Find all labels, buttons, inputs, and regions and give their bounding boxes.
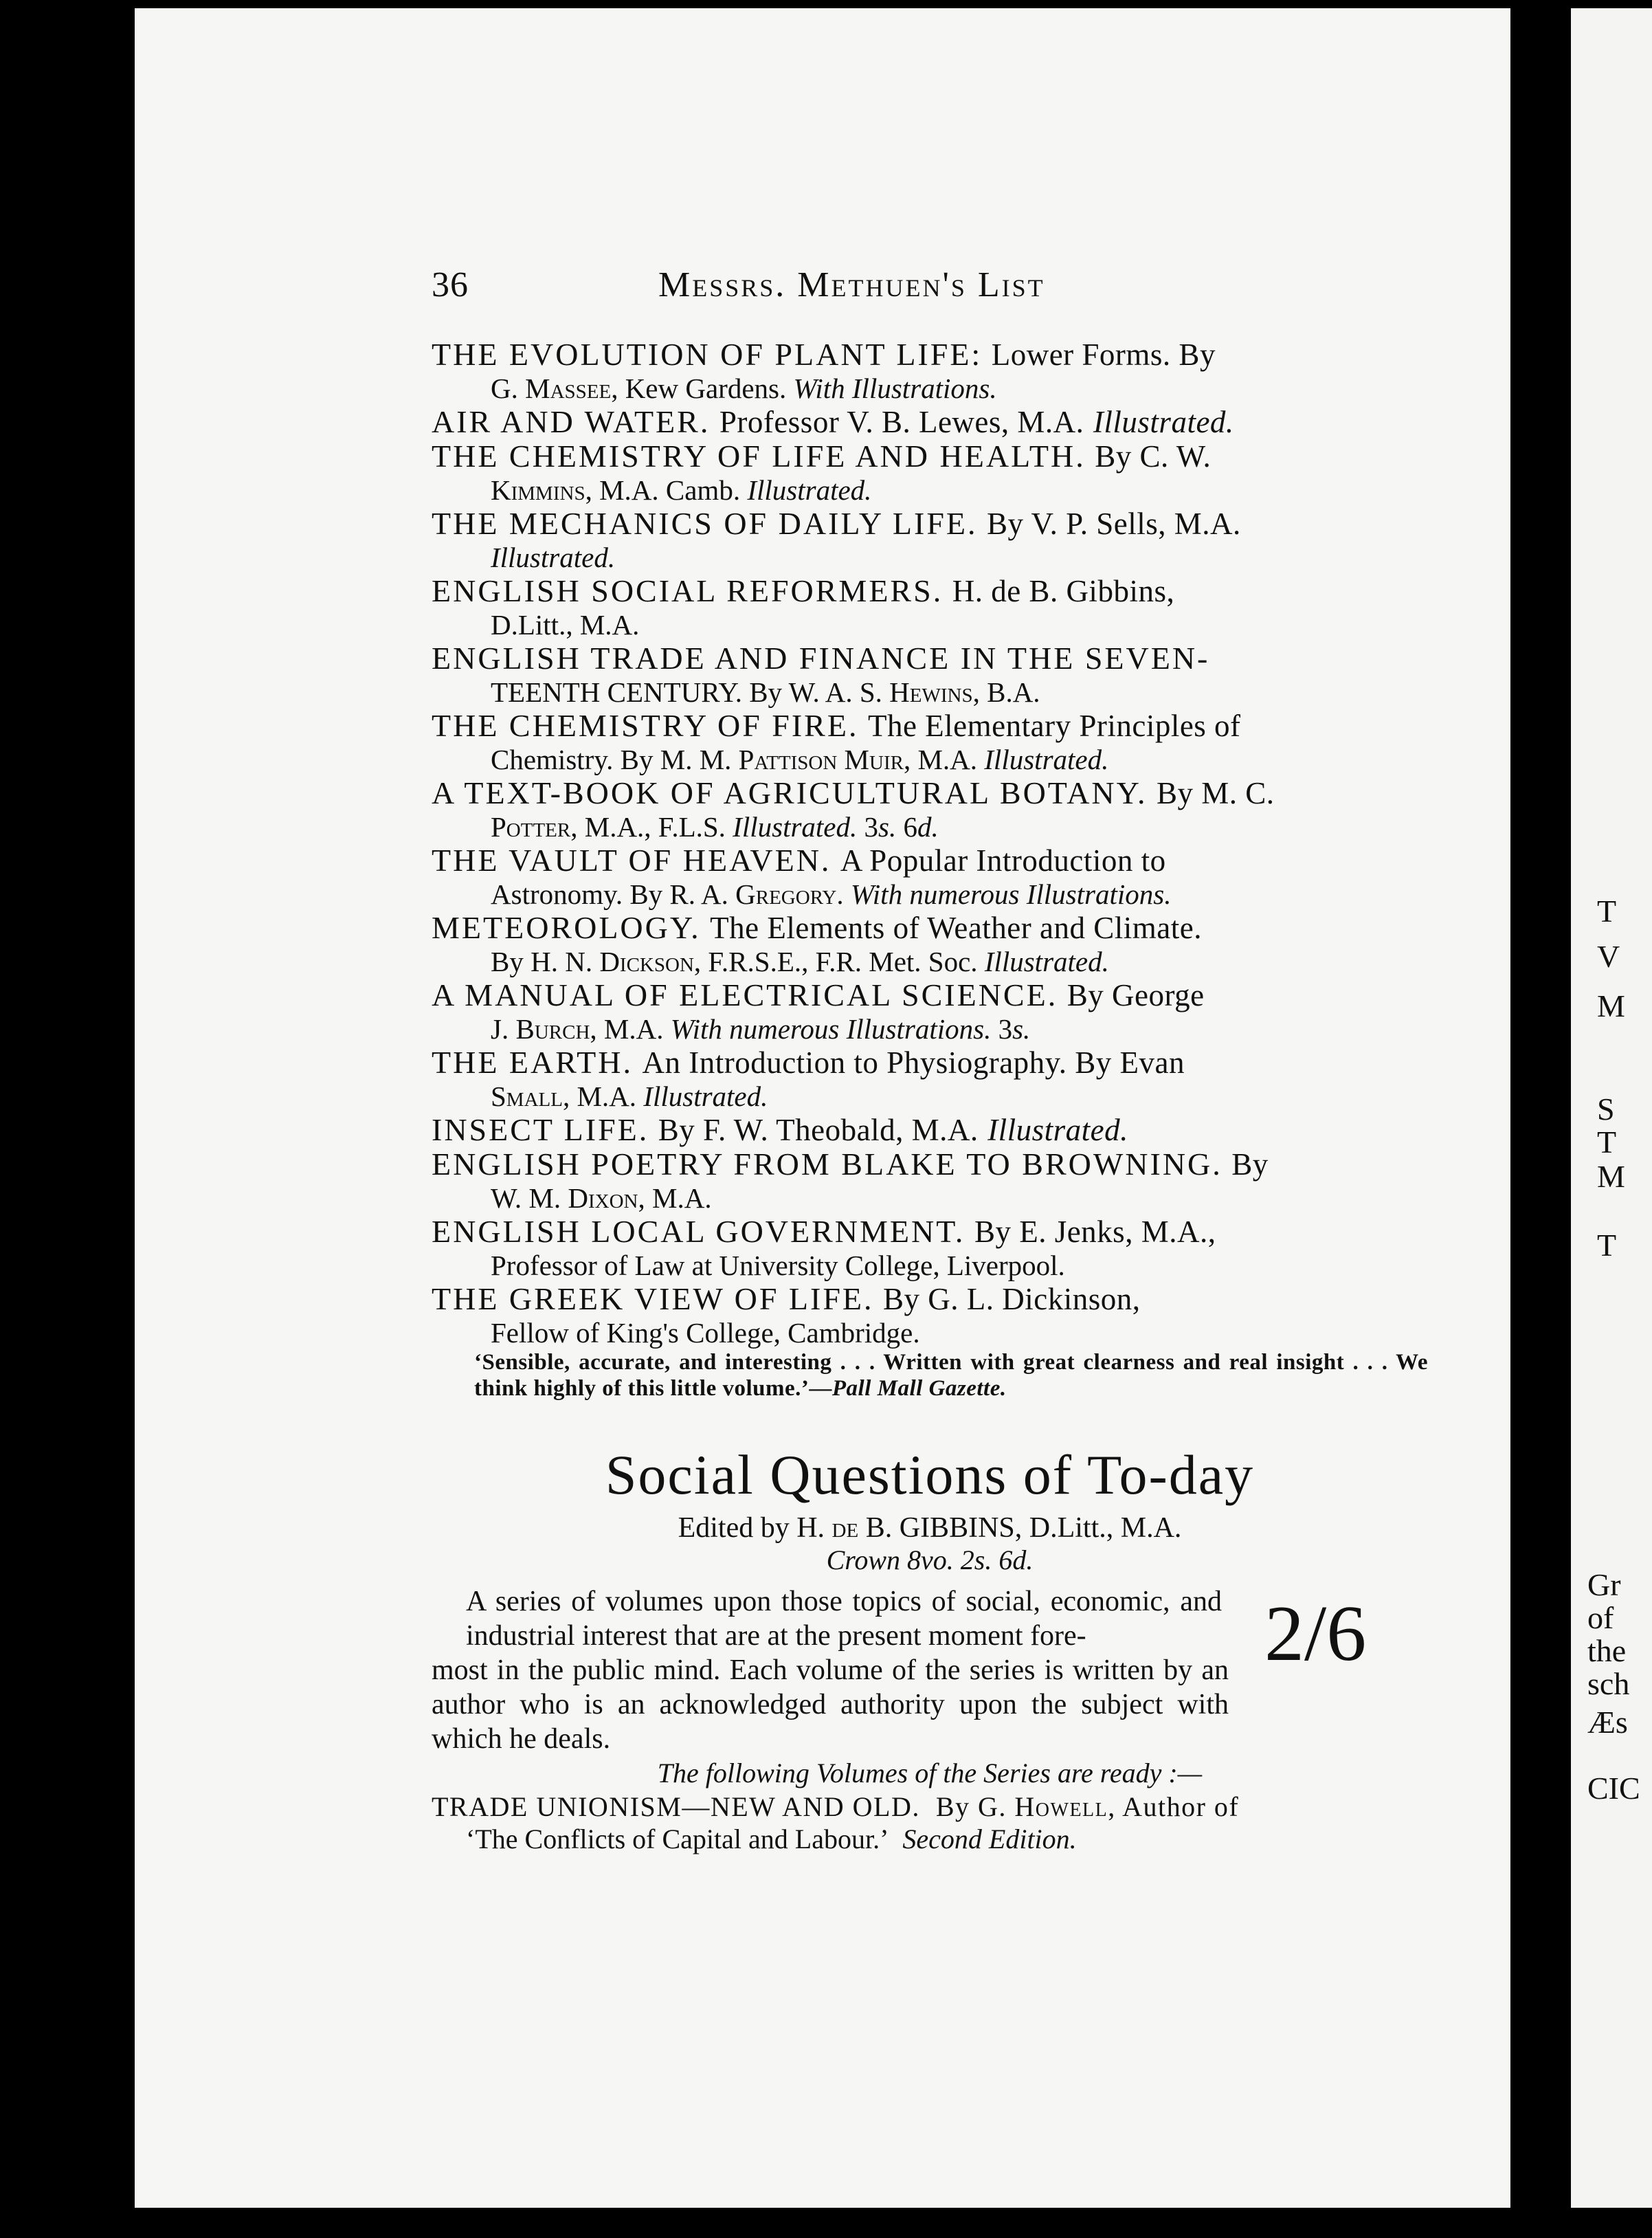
book-subline-segment: , B.A.	[972, 676, 1040, 708]
book-subline-segment: Illustrated.	[643, 1081, 768, 1112]
right-page-fragment: T	[1597, 1228, 1617, 1263]
book-subline-segment: D.Litt., M.A.	[491, 609, 640, 641]
book-entry	[432, 507, 1428, 574]
book-entry	[432, 1215, 1428, 1282]
book-subline	[432, 1182, 1428, 1215]
book-subline-segment: 6	[896, 811, 917, 843]
book-subline	[432, 1012, 1428, 1045]
book-detail: Professor V. B. Lewes, M.A.	[719, 405, 1084, 439]
book-title: ENGLISH POETRY FROM BLAKE TO BROWNING.	[432, 1146, 1223, 1182]
price-mark	[1256, 1579, 1428, 1696]
book-subline-segment: With numerous Illustrations.	[850, 878, 1172, 910]
book-subline	[432, 608, 1428, 641]
book-detail: By	[1231, 1147, 1269, 1182]
book-subline-segment: Potter	[491, 811, 571, 843]
series-editor: Edited by H. de B. GIBBINS, D.Litt., M.A.	[678, 1512, 1182, 1544]
running-title: Messrs. Methuen's List	[658, 265, 1045, 304]
book-subline-segment: Dixon	[568, 1182, 638, 1214]
book-title-line	[432, 1282, 1428, 1316]
book-title-line	[432, 439, 1428, 474]
page-content	[432, 265, 1428, 1855]
right-page-fragment: Gr	[1587, 1567, 1621, 1602]
book-illustrated-note: Illustrated.	[987, 1113, 1128, 1147]
book-subline-segment: , M.A.	[903, 744, 985, 775]
right-page-fragment: M	[1597, 988, 1625, 1023]
book-subline-segment: Dickson	[599, 946, 694, 977]
book-detail: H. de B. Gibbins,	[952, 574, 1175, 608]
book-subline-segment: W. M.	[491, 1182, 568, 1214]
book-title-line	[432, 1045, 1428, 1080]
book-title: A TEXT-BOOK OF AGRICULTURAL BOTANY.	[432, 775, 1148, 810]
page-number: 36	[432, 265, 469, 304]
book-subline-segment: G.	[491, 373, 526, 404]
book-subline-segment: , M.A., F.L.S.	[570, 811, 733, 843]
book-detail: A Popular Introduction to	[840, 843, 1166, 878]
book-list	[432, 337, 1428, 1349]
book-subline-segment: , M.A. Camb.	[585, 474, 748, 506]
quote-text: ‘Sensible, accurate, and interesting . . . Written with great clearness and real insight . . . We think highly of this little volume.’—	[474, 1350, 1428, 1401]
book-entry	[432, 978, 1428, 1045]
book-subline-segment: Astronomy. By R. A.	[491, 878, 736, 910]
book-title-line	[432, 843, 1428, 878]
book-title: THE EARTH.	[432, 1045, 633, 1080]
book-subline-segment: With numerous Illustrations.	[670, 1013, 992, 1045]
book-subline	[432, 743, 1428, 776]
book-subline	[432, 945, 1428, 978]
volume-subline: ‘The Conflicts of Capital and Labour.’ Second Edition.	[466, 1824, 1077, 1854]
book-detail: By George	[1067, 978, 1205, 1012]
book-entry	[432, 337, 1428, 405]
book-detail: By V. P. Sells, M.A.	[987, 507, 1241, 541]
book-title-line	[432, 709, 1428, 743]
book-subline-segment: Fellow of King's College, Cambridge.	[491, 1317, 920, 1349]
book-detail: By C. W.	[1095, 439, 1212, 474]
book-subline	[432, 676, 1428, 709]
book-entry	[432, 574, 1428, 641]
book-subline-segment: Illustrated.	[733, 811, 858, 843]
book-title: THE CHEMISTRY OF LIFE AND HEALTH.	[432, 439, 1086, 474]
book-subline-segment: , M.A.	[562, 1081, 644, 1112]
book-title: THE GREEK VIEW OF LIFE.	[432, 1281, 874, 1316]
book-entry	[432, 1045, 1428, 1113]
book-subline	[432, 1249, 1428, 1282]
book-title-line	[432, 911, 1428, 945]
right-page-fragment: T	[1597, 894, 1617, 929]
book-detail: The Elements of Weather and Climate.	[710, 911, 1202, 945]
book-subline	[432, 1316, 1428, 1349]
book-entry	[432, 641, 1428, 709]
book-subline	[432, 541, 1428, 574]
book-subline-segment: s.	[1012, 1013, 1031, 1045]
book-entry	[432, 405, 1428, 439]
book-entry	[432, 1113, 1428, 1147]
right-page-fragment: sch	[1587, 1666, 1630, 1701]
book-detail: An Introduction to Physiography. By Evan	[642, 1045, 1185, 1080]
book-title: THE EVOLUTION OF PLANT LIFE:	[432, 337, 983, 372]
book-subline	[432, 810, 1428, 843]
book-subline-segment: s.	[878, 811, 897, 843]
book-subline-segment: d.	[917, 811, 939, 843]
price-mark-text: 2/6	[1264, 1590, 1367, 1678]
book-title: INSECT LIFE.	[432, 1112, 649, 1147]
book-title-line	[432, 405, 1428, 439]
volume-title-line: TRADE UNIONISM—NEW AND OLD. By G. Howell, Author of	[432, 1791, 1240, 1822]
book-title-line	[432, 776, 1428, 810]
book-subline-segment: TEENTH CENTURY. By W. A. S.	[491, 676, 890, 708]
book-title-line	[432, 641, 1428, 676]
series-description-block	[432, 1584, 1428, 1756]
book-subline-segment: Illustrated.	[984, 744, 1109, 775]
book-subline-segment: , M.A.	[590, 1013, 671, 1045]
book-title-line	[432, 978, 1428, 1012]
book-subline-segment: By H. N.	[491, 946, 600, 977]
book-title-line	[432, 574, 1428, 608]
series-heading: Social Questions of To-day	[605, 1443, 1255, 1506]
book-subline-segment: Illustrated.	[984, 946, 1109, 977]
book-subline-segment: Illustrated.	[747, 474, 872, 506]
book-title: AIR AND WATER.	[432, 404, 711, 439]
right-page-fragment: V	[1597, 939, 1620, 974]
book-detail: The Elementary Principles of	[867, 709, 1241, 743]
ready-line: The following Volumes of the Series are ready :—	[657, 1758, 1203, 1788]
right-page-fragment: CIC	[1587, 1771, 1640, 1806]
book-subline-segment: , F.R.S.E., F.R. Met. Soc.	[693, 946, 985, 977]
book-title-line	[432, 1147, 1428, 1182]
book-entry	[432, 1147, 1428, 1215]
right-page-fragment: S	[1597, 1092, 1615, 1127]
book-entry	[432, 911, 1428, 978]
series-format: Crown 8vo. 2s. 6d.	[826, 1544, 1034, 1575]
book-subline	[432, 372, 1428, 405]
book-title-line	[432, 1215, 1428, 1249]
book-title: THE CHEMISTRY OF FIRE.	[432, 708, 859, 743]
book-title: THE VAULT OF HEAVEN.	[432, 843, 831, 878]
book-entry	[432, 1282, 1428, 1349]
book-subline-segment: With Illustrations.	[793, 373, 997, 404]
book-title: ENGLISH TRADE AND FINANCE IN THE SEVEN-	[432, 641, 1210, 676]
series-description: A series of volumes upon those topics of social, economic, and industrial interest that are at the present moment fore- most in the public mind. Each volume of the series is written by an author who is an acknowledged authority upon the subject with which he deals.	[432, 1586, 1229, 1755]
book-subline-segment: , M.A.	[638, 1182, 712, 1214]
book-subline-segment: Gregory	[735, 878, 837, 910]
book-subline-segment: Burch	[515, 1013, 590, 1045]
book-detail: By G. L. Dickinson,	[883, 1282, 1141, 1316]
book-subline-segment: 3	[991, 1013, 1013, 1045]
book-title: METEOROLOGY.	[432, 910, 701, 945]
book-subline-segment: .	[836, 878, 851, 910]
book-title: THE MECHANICS OF DAILY LIFE.	[432, 506, 978, 541]
book-entry	[432, 843, 1428, 911]
book-detail: By M. C.	[1156, 776, 1275, 810]
book-detail: Lower Forms. By	[991, 337, 1216, 372]
book-subline-segment: Pattison Muir	[738, 744, 904, 775]
press-quote	[432, 1349, 1428, 1401]
right-page-fragment: M	[1597, 1159, 1625, 1194]
book-subline-segment: 3	[857, 811, 878, 843]
book-detail: By E. Jenks, M.A.,	[974, 1215, 1216, 1249]
book-title: ENGLISH LOCAL GOVERNMENT.	[432, 1214, 965, 1249]
book-subline-segment: Massee	[525, 373, 612, 404]
running-header	[432, 265, 1428, 314]
book-subline-segment: J.	[491, 1013, 516, 1045]
book-title: ENGLISH SOCIAL REFORMERS.	[432, 573, 944, 608]
book-subline-segment: Hewins	[889, 676, 973, 708]
book-subline	[432, 474, 1428, 507]
book-subline-segment: Illustrated.	[491, 542, 616, 573]
book-title: A MANUAL OF ELECTRICAL SCIENCE.	[432, 977, 1058, 1012]
book-title-line	[432, 337, 1428, 372]
book-subline-segment: Professor of Law at University College, Liverpool.	[491, 1250, 1065, 1281]
right-page-fragment: T	[1597, 1124, 1617, 1160]
book-title-line	[432, 507, 1428, 541]
right-page-fragment: Æs	[1587, 1705, 1628, 1740]
quote-source: Pall Mall Gazette.	[831, 1376, 1007, 1401]
book-detail: By F. W. Theobald, M.A.	[658, 1113, 979, 1147]
book-subline	[432, 878, 1428, 911]
book-subline-segment: Kimmins	[491, 474, 585, 506]
right-page-edge	[1571, 8, 1652, 2208]
right-page-fragment: of	[1587, 1600, 1614, 1635]
book-subline-segment: Chemistry. By M. M.	[491, 744, 739, 775]
book-entry	[432, 439, 1428, 507]
book-subline	[432, 1080, 1428, 1113]
book-entry	[432, 709, 1428, 776]
book-illustrated-note: Illustrated.	[1093, 405, 1234, 439]
right-page-fragment: the	[1587, 1633, 1627, 1668]
book-title-line	[432, 1113, 1428, 1147]
book-subline-segment: , Kew Gardens.	[611, 373, 794, 404]
book-entry	[432, 776, 1428, 843]
book-subline-segment: Small	[491, 1081, 563, 1112]
